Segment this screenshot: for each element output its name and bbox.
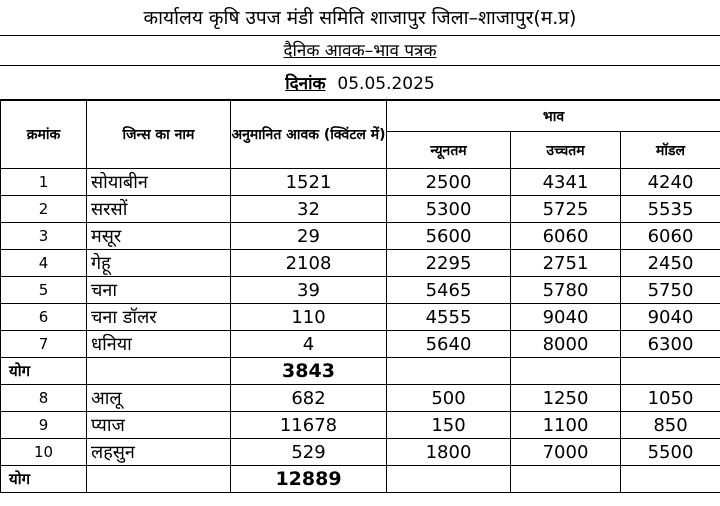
total-value: 12889 (231, 466, 387, 493)
commodity-cell: गेहू (87, 250, 231, 277)
table-row (1, 223, 720, 250)
table-row (1, 385, 720, 412)
serial-cell: 2 (1, 196, 87, 223)
min-price-cell: 5300 (387, 196, 511, 223)
min-price-cell: 2500 (387, 169, 511, 196)
arrival-cell: 11678 (231, 412, 387, 439)
modal-price-cell: 850 (621, 412, 720, 439)
modal-price-cell: 5500 (621, 439, 720, 466)
serial-cell: 3 (1, 223, 87, 250)
commodity-cell: चना (87, 277, 231, 304)
min-price-cell: 2295 (387, 250, 511, 277)
modal-price-cell: 1050 (621, 385, 720, 412)
date-value: 05.05.2025 (337, 74, 435, 94)
commodity-cell: लहसुन (87, 439, 231, 466)
commodity-cell: मसूर (87, 223, 231, 250)
min-price-cell: 500 (387, 385, 511, 412)
table-row (1, 304, 720, 331)
total-blank-cell (511, 466, 621, 493)
max-price-cell: 2751 (511, 250, 621, 277)
table-row (1, 250, 720, 277)
max-price-cell: 4341 (511, 169, 621, 196)
arrival-cell: 2108 (231, 250, 387, 277)
date-label: दिनांक (285, 74, 326, 94)
commodity-cell: सरसों (87, 196, 231, 223)
total-label: योग (1, 358, 87, 385)
arrival-cell: 39 (231, 277, 387, 304)
arrival-cell: 4 (231, 331, 387, 358)
serial-cell: 4 (1, 250, 87, 277)
arrival-cell: 110 (231, 304, 387, 331)
col-price-group: भाव (387, 101, 720, 132)
modal-price-cell: 2450 (621, 250, 720, 277)
table-row (1, 331, 720, 358)
total-blank-cell (387, 466, 511, 493)
total-blank-cell (87, 466, 231, 493)
total-blank-cell (87, 358, 231, 385)
modal-price-cell: 4240 (621, 169, 720, 196)
arrival-cell: 29 (231, 223, 387, 250)
arrival-price-table (0, 100, 720, 493)
serial-cell: 1 (1, 169, 87, 196)
col-arrival-label: अनुमानित आवक (क्विंटल में) (231, 126, 386, 143)
modal-price-cell: 5535 (621, 196, 720, 223)
min-price-cell: 5600 (387, 223, 511, 250)
total-label: योग (1, 466, 87, 493)
col-commodity: जिन्स का नाम (87, 101, 231, 169)
serial-cell: 7 (1, 331, 87, 358)
table-row (1, 439, 720, 466)
page-bottom-edge (0, 498, 720, 506)
max-price-cell: 1100 (511, 412, 621, 439)
max-price-cell: 5725 (511, 196, 621, 223)
arrival-cell: 682 (231, 385, 387, 412)
total-row (1, 466, 720, 493)
commodity-cell: चना डॉलर (87, 304, 231, 331)
col-max: उच्चतम (511, 132, 621, 169)
serial-cell: 5 (1, 277, 87, 304)
commodity-cell: आलू (87, 385, 231, 412)
date-line (0, 66, 720, 100)
serial-cell: 10 (1, 439, 87, 466)
max-price-cell: 6060 (511, 223, 621, 250)
total-row (1, 358, 720, 385)
serial-cell: 9 (1, 412, 87, 439)
min-price-cell: 4555 (387, 304, 511, 331)
min-price-cell: 5465 (387, 277, 511, 304)
max-price-cell: 1250 (511, 385, 621, 412)
max-price-cell: 9040 (511, 304, 621, 331)
min-price-cell: 5640 (387, 331, 511, 358)
commodity-cell: सोयाबीन (87, 169, 231, 196)
modal-price-cell: 5750 (621, 277, 720, 304)
max-price-cell: 7000 (511, 439, 621, 466)
arrival-cell: 32 (231, 196, 387, 223)
total-blank-cell (387, 358, 511, 385)
serial-cell: 8 (1, 385, 87, 412)
col-min: न्यूनतम (387, 132, 511, 169)
col-modal: मॉडल (621, 132, 720, 169)
commodity-cell: प्याज (87, 412, 231, 439)
modal-price-cell: 6300 (621, 331, 720, 358)
min-price-cell: 150 (387, 412, 511, 439)
sheet-subtitle-text: दैनिक आवक–भाव पत्रक (283, 41, 437, 61)
max-price-cell: 5780 (511, 277, 621, 304)
arrival-cell: 529 (231, 439, 387, 466)
max-price-cell: 8000 (511, 331, 621, 358)
table-row (1, 412, 720, 439)
modal-price-cell: 9040 (621, 304, 720, 331)
office-title: कार्यालय कृषि उपज मंडी समिति शाजापुर जिला–शाजापुर(म.प्र) (0, 0, 720, 36)
total-blank-cell (621, 358, 720, 385)
total-blank-cell (511, 358, 621, 385)
arrival-cell: 1521 (231, 169, 387, 196)
table-row (1, 277, 720, 304)
table-row (1, 196, 720, 223)
table-row (1, 169, 720, 196)
commodity-cell: धनिया (87, 331, 231, 358)
min-price-cell: 1800 (387, 439, 511, 466)
modal-price-cell: 6060 (621, 223, 720, 250)
sheet-subtitle (0, 36, 720, 66)
total-value: 3843 (231, 358, 387, 385)
serial-cell: 6 (1, 304, 87, 331)
col-arrival (231, 101, 387, 169)
col-serial: क्रमांक (1, 101, 87, 169)
total-blank-cell (621, 466, 720, 493)
